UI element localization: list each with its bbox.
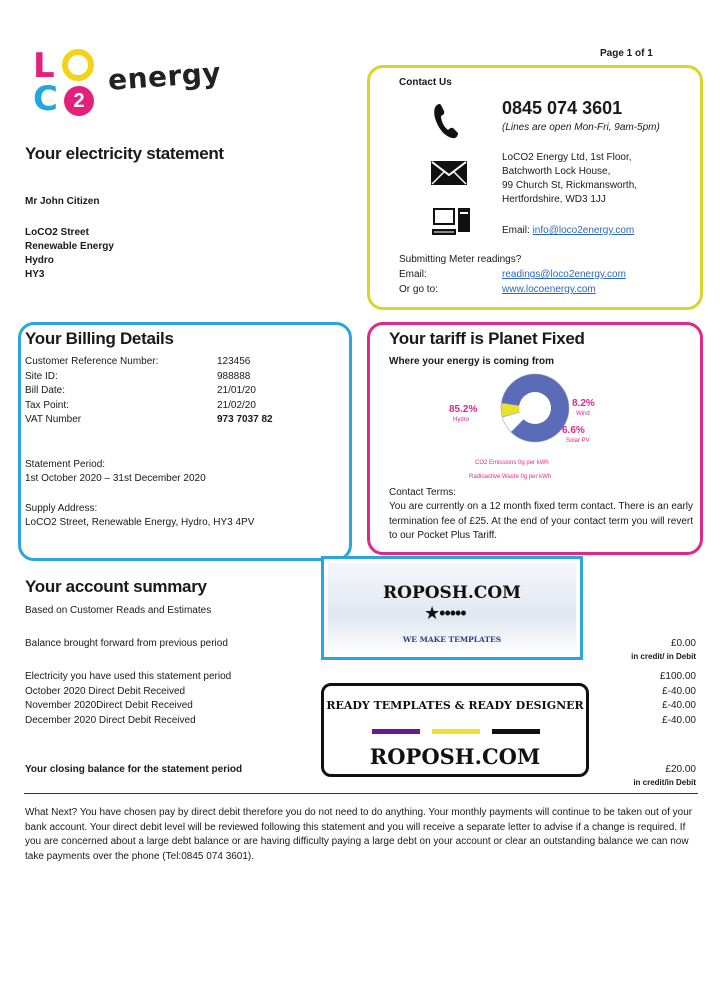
roposh-banner-top[interactable] [321,556,583,660]
pie-center-hole [519,392,551,424]
meter-web-label: Or go to: [399,284,438,295]
postal-line: Batchworth Lock House, [502,166,611,177]
address-line: Renewable Energy [25,241,114,252]
contact-phone[interactable]: 0845 074 3601 [502,98,623,118]
billing-row-label: Tax Point: [25,399,69,411]
supply-address-label: Supply Address: [25,503,98,514]
email-label: Email: [502,225,530,236]
envelope-icon [430,160,468,191]
banner-color-bar [372,729,420,734]
billing-row-value: 973 7037 82 [217,414,273,425]
billing-row [25,355,325,370]
slice-label-hydro-name: Hydro [453,417,470,423]
billing-details-table [25,355,325,428]
contact-postal [502,151,637,207]
billing-row-value: 123456 [217,356,251,367]
meter-heading: Submitting Meter readings? [399,254,522,265]
section-divider [24,793,698,794]
billing-row [25,384,325,399]
closing-balance-label: Your closing balance for the statement period [25,764,243,775]
summary-line-label: October 2020 Direct Debit Received [25,685,186,697]
brought-forward-label: Balance brought forward from previous period [25,638,228,649]
summary-line-label: November 2020Direct Debit Received [25,700,193,711]
logo-letter-c: C [33,79,58,119]
statement-period-value: 1st October 2020 – 31st December 2020 [25,473,206,484]
summary-line-label: Electricity you have used this statement period [25,671,232,682]
address-line: HY3 [25,269,45,280]
supply-address-value: LoCO2 Street, Renewable Energy, Hydro, HY3 4PV [25,517,255,528]
summary-heading: Your account summary [25,577,207,596]
closing-balance-note: in credit/in Debit [633,778,696,787]
banner-tagline: WE MAKE TEMPLATES [402,635,502,644]
postal-line: 99 Church St, Rickmansworth, [502,180,638,191]
meter-email-link[interactable]: readings@loco2energy.com [502,269,626,280]
billing-row-label: Site ID: [25,370,58,382]
billing-row-value: 21/02/20 [217,399,256,411]
terms-text: You are currently on a 12 month fixed term contact. There is an early termination fee of £25. At the end of your contact term you will revert to our Pocket Plus Tariff. [389,501,693,541]
billing-row-value: 988888 [217,370,251,382]
banner-headline: READY TEMPLATES & READY DESIGNER [326,699,584,712]
roposh-banner-bottom[interactable] [321,683,589,777]
summary-lines [25,670,325,728]
logo-ring [62,49,94,81]
tariff-subheading: Where your energy is coming from [389,356,555,367]
logo-letter-l: L [33,46,55,86]
billing-row [25,399,325,414]
closing-balance-value: £20.00 [665,764,696,775]
contact-email-row [502,224,634,239]
billing-row-label: VAT Number [25,414,82,425]
summary-line-value: £-40.00 [662,714,696,726]
billing-row [25,370,325,385]
customer-name: Mr John Citizen [25,196,100,207]
terms-label: Contact Terms: [389,487,457,498]
banner-brand: ROPOSH.COM [383,583,521,603]
contact-heading: Contact Us [399,77,452,88]
summary-line-value: £-40.00 [662,685,696,697]
billing-heading: Your Billing Details [25,329,174,348]
summary-values [600,670,696,728]
slice-label-solar-value: 6.6% [562,425,585,436]
banner-color-bar [492,729,540,734]
banner-color-bar [432,729,480,734]
statement-period-label: Statement Period: [25,459,106,470]
address-line: LoCO2 Street [25,227,89,238]
what-next-text: What Next? You have chosen pay by direct debit therefore you do not need to do anything. Your monthly payments will continue to be taken out of your bank account. Your direct debit level will be reviewed following this statement and you will receive a separate letter to advise if a change is required. If you are concerned about a large debt balance or are having difficulty paying a large debt on your account or clear an outstanding balance we can now take payments over the phone (Tel:0845 074 3601). [25,807,693,862]
billing-row-label: Bill Date: [25,385,66,396]
meter-web-link[interactable]: www.locoenergy.com [502,284,596,295]
summary-basis: Based on Customer Reads and Estimates [25,605,212,616]
brought-forward-value: £0.00 [670,638,696,649]
logo-wordmark: energy [106,56,223,97]
statement-title: Your electricity statement [25,144,224,163]
slice-label-wind-value: 8.2% [572,398,595,409]
slice-label-hydro-value: 85.2% [449,404,478,415]
contact-email-link[interactable]: info@loco2energy.com [532,225,635,236]
tariff-heading: Your tariff is Planet Fixed [389,329,585,348]
banner-brand: ROPOSH.COM [369,744,541,769]
postal-line: Hertfordshire, WD3 1JJ [502,194,606,205]
page-number: Page 1 of 1 [600,48,653,59]
banner-stars: ★••••• [424,603,466,623]
contact-hours: (Lines are open Mon-Fri, 9am-5pm) [502,122,660,133]
billing-row-label: Customer Reference Number: [25,356,159,367]
address-line: Hydro [25,255,54,266]
customer-address [25,226,114,282]
billing-row-value: 21/01/20 [217,385,256,396]
computer-icon [432,206,472,243]
logo-two-badge: 2 [64,86,94,116]
summary-line-label: December 2020 Direct Debit Received [25,714,196,726]
co2-emissions-note: CO2 Emissions 0g per kWh [475,460,549,466]
summary-line-value: £-40.00 [662,700,696,711]
billing-row [25,413,325,428]
slice-label-solar-name: Solar PV [566,438,590,444]
postal-line: LoCO2 Energy Ltd, 1st Floor, [502,152,632,163]
slice-label-wind-name: Wind [576,411,590,417]
summary-line-value: £100.00 [659,671,696,682]
phone-icon [432,102,460,149]
brought-forward-note: in credit/ in Debit [631,652,696,661]
radioactive-waste-note: Radioactive Waste 0g per kWh [469,474,552,480]
meter-email-label: Email: [399,269,427,280]
